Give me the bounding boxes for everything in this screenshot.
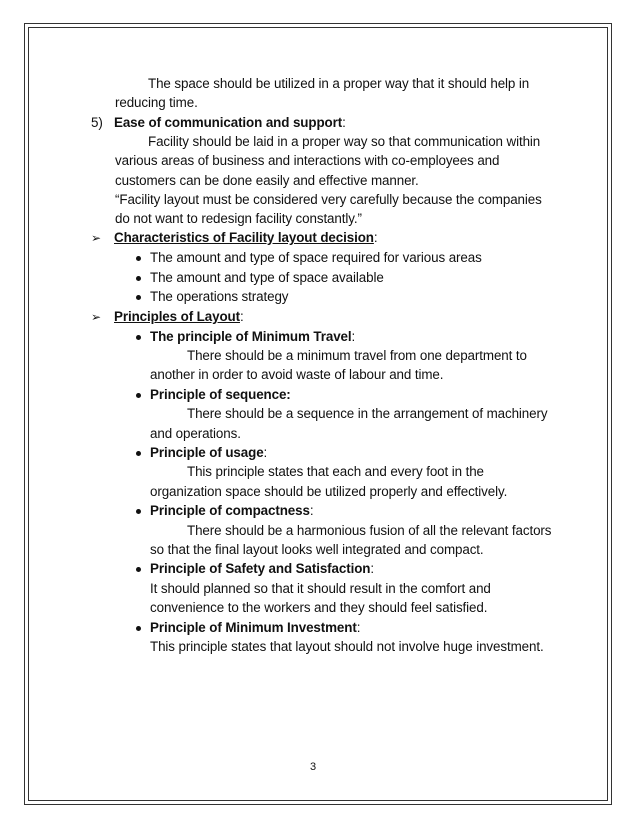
- section-heading: Ease of communication and support: [114, 115, 343, 130]
- principle-colon: :: [370, 561, 374, 576]
- quote-line-2: do not want to redesign facility constantly.”: [115, 211, 362, 226]
- principle-title-line: [150, 619, 360, 637]
- principle-title: Principle of sequence:: [150, 387, 291, 402]
- section-body-line-1: Facility should be laid in a proper way so that communication within: [148, 134, 541, 149]
- principles-colon: :: [239, 309, 244, 324]
- principle-text: another in order to avoid waste of labour and time.: [150, 367, 444, 382]
- principle-title: Principle of compactness: [150, 503, 310, 518]
- bullet-dot-icon: [136, 295, 141, 300]
- characteristic-item: The operations strategy: [150, 289, 289, 304]
- principle-colon: :: [309, 503, 314, 518]
- characteristics-heading: Characteristics of Facility layout decision: [114, 230, 374, 245]
- principle-title: Principle of usage: [150, 445, 264, 460]
- intro-line-2: reducing time.: [115, 95, 198, 110]
- characteristic-item: The amount and type of space required for various areas: [150, 250, 482, 265]
- section-number: 5): [91, 115, 103, 130]
- section-body-line-3: customers can be done easily and effective manner.: [115, 173, 419, 188]
- principle-text: It should planned so that it should result in the comfort and: [150, 581, 491, 596]
- principle-text: convenience to the workers and they should feel satisfied.: [150, 600, 488, 615]
- arrow-bullet-icon: ➢: [91, 310, 102, 324]
- principle-text: organization space should be utilized properly and effectively.: [150, 484, 508, 499]
- characteristic-item: The amount and type of space available: [150, 270, 384, 285]
- principle-colon: :: [263, 445, 268, 460]
- section-heading-colon: :: [342, 115, 346, 130]
- bullet-dot-icon: [136, 626, 141, 631]
- principle-text: and operations.: [150, 426, 241, 441]
- principle-colon: :: [356, 620, 361, 635]
- principle-title: Principle of Minimum Investment: [150, 620, 357, 635]
- characteristics-colon: :: [373, 230, 378, 245]
- bullet-dot-icon: [136, 567, 141, 572]
- bullet-dot-icon: [136, 509, 141, 514]
- principle-text: There should be a minimum travel from one department to: [187, 348, 527, 363]
- principle-title-line: [150, 386, 291, 404]
- section-heading-line: [114, 114, 346, 132]
- intro-line-1: The space should be utilized in a proper way that it should help in: [148, 76, 530, 91]
- bullet-dot-icon: [136, 393, 141, 398]
- principle-text: This principle states that layout should not involve huge investment.: [150, 639, 544, 654]
- bullet-dot-icon: [136, 276, 141, 281]
- characteristics-heading-line: [114, 229, 378, 247]
- principle-title: Principle of Safety and Satisfaction: [150, 561, 371, 576]
- bullet-dot-icon: [136, 335, 141, 340]
- principle-text: There should be a harmonious fusion of all the relevant factors: [187, 523, 552, 538]
- principle-colon: :: [351, 329, 356, 344]
- principle-title-line: [150, 560, 374, 578]
- principle-text: There should be a sequence in the arrangement of machinery: [187, 406, 548, 421]
- principle-title-line: [150, 328, 355, 346]
- principle-title: The principle of Minimum Travel: [150, 329, 352, 344]
- bullet-dot-icon: [136, 256, 141, 261]
- principle-title-line: [150, 502, 313, 520]
- principles-heading: Principles of Layout: [114, 309, 240, 324]
- principle-text: so that the final layout looks well integrated and compact.: [150, 542, 484, 557]
- principles-heading-line: [114, 308, 244, 326]
- principle-title-line: [150, 444, 267, 462]
- quote-line-1: “Facility layout must be considered very carefully because the companies: [115, 192, 542, 207]
- page-number: 3: [310, 761, 317, 773]
- section-body-line-2: various areas of business and interactions with co-employees and: [115, 153, 500, 168]
- arrow-bullet-icon: ➢: [91, 231, 102, 245]
- bullet-dot-icon: [136, 451, 141, 456]
- principle-text: This principle states that each and every foot in the: [187, 464, 484, 479]
